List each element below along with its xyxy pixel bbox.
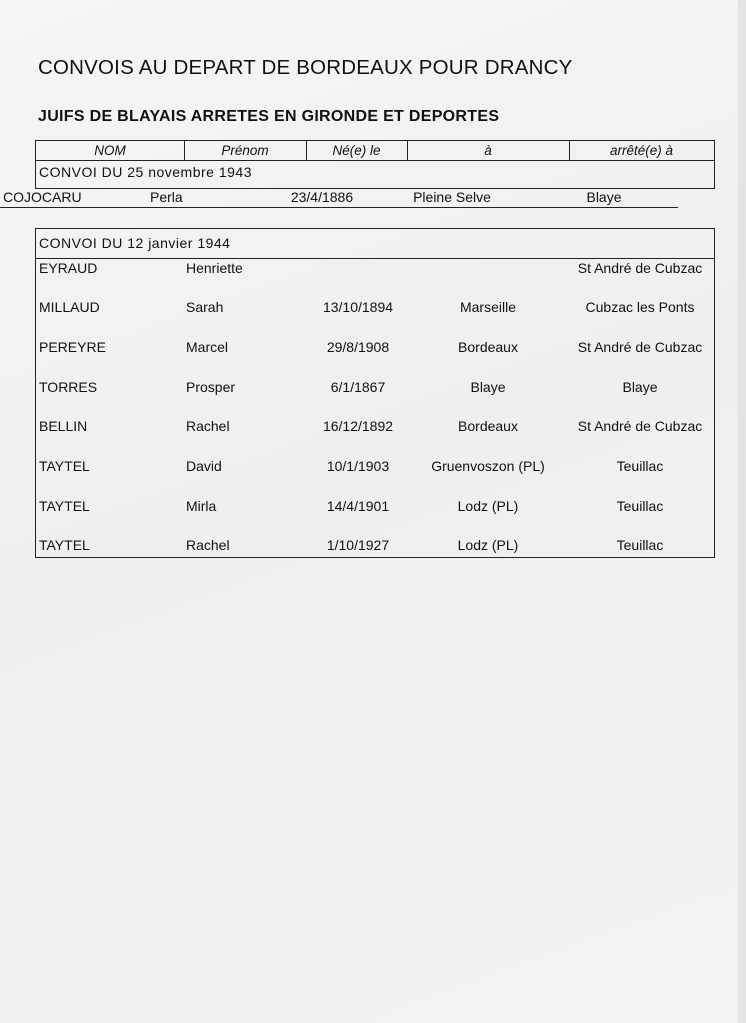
cell-prenom: Rachel xyxy=(186,537,230,553)
cell-a: Bordeaux xyxy=(458,339,518,355)
table-row xyxy=(36,496,714,516)
cell-ne-le: 23/4/1886 xyxy=(290,189,354,205)
cell-prenom: Sarah xyxy=(186,299,224,315)
table-row xyxy=(36,258,714,278)
cell-ne-le: 1/10/1927 xyxy=(326,537,390,553)
cell-prenom: Marcel xyxy=(186,339,229,355)
cell-ne-le: 14/4/1901 xyxy=(326,498,390,514)
page-edge xyxy=(738,0,746,1023)
cell-arrete-a: Blaye xyxy=(586,189,622,205)
cell-a: Gruenvoszon (PL) xyxy=(431,458,545,474)
document-subtitle: JUIFS DE BLAYAIS ARRETES EN GIRONDE ET DEPORTES xyxy=(38,108,500,125)
table-row xyxy=(36,416,714,436)
document-title: CONVOIS AU DEPART DE BORDEAUX POUR DRANCY xyxy=(38,56,573,79)
cell-nom: TORRES xyxy=(39,379,98,395)
cell-nom: EYRAUD xyxy=(39,260,98,276)
cell-ne-le: 13/10/1894 xyxy=(322,299,394,315)
convoy-1-label: CONVOI DU 25 novembre 1943 xyxy=(39,164,252,180)
cell-prenom: Rachel xyxy=(186,418,230,434)
cell-arrete-a: St André de Cubzac xyxy=(577,418,703,434)
cell-ne-le: 29/8/1908 xyxy=(326,339,390,355)
cell-a: Lodz (PL) xyxy=(457,498,519,514)
cell-nom: PEREYRE xyxy=(39,339,106,355)
cell-a: Pleine Selve xyxy=(413,189,491,205)
column-header-row xyxy=(35,140,715,161)
table-row xyxy=(36,456,714,476)
cell-nom: TAYTEL xyxy=(39,537,90,553)
cell-nom: TAYTEL xyxy=(39,458,90,474)
cell-arrete-a: St André de Cubzac xyxy=(577,260,703,276)
cell-arrete-a: St André de Cubzac xyxy=(577,339,703,355)
table-row xyxy=(0,187,678,208)
convoy-2-label-bar xyxy=(36,229,714,259)
convoy-1-block xyxy=(35,160,715,189)
cell-nom: MILLAUD xyxy=(39,299,100,315)
cell-arrete-a: Blaye xyxy=(622,379,658,395)
cell-prenom: David xyxy=(186,458,222,474)
header-arrete-a: arrêté(e) à xyxy=(609,143,674,158)
cell-a: Blaye xyxy=(470,379,506,395)
cell-ne-le: 16/12/1892 xyxy=(322,418,394,434)
cell-a: Marseille xyxy=(459,299,516,315)
header-prenom: Prénom xyxy=(184,141,307,160)
table-row xyxy=(36,337,714,357)
table-row xyxy=(36,535,714,555)
table-row xyxy=(36,297,714,317)
convoy-2-block xyxy=(35,228,715,558)
cell-prenom: Henriette xyxy=(186,260,243,276)
cell-nom: BELLIN xyxy=(39,418,88,434)
cell-arrete-a: Teuillac xyxy=(616,537,664,553)
cell-prenom: Perla xyxy=(150,189,183,205)
cell-prenom: Prosper xyxy=(186,379,236,395)
header-nom: NOM xyxy=(36,141,185,160)
header-ne-le: Né(e) le xyxy=(306,141,408,160)
cell-arrete-a: Cubzac les Ponts xyxy=(585,299,695,315)
cell-a: Lodz (PL) xyxy=(457,537,519,553)
cell-nom: COJOCARU xyxy=(3,189,82,205)
cell-a: Bordeaux xyxy=(458,418,518,434)
convoy-2-label: CONVOI DU 12 janvier 1944 xyxy=(39,235,231,251)
cell-ne-le: 10/1/1903 xyxy=(326,458,390,474)
cell-prenom: Mirla xyxy=(186,498,217,514)
table-row xyxy=(36,377,714,397)
cell-ne-le: 6/1/1867 xyxy=(330,379,386,395)
header-a: à xyxy=(407,141,570,160)
cell-arrete-a: Teuillac xyxy=(616,498,664,514)
cell-arrete-a: Teuillac xyxy=(616,458,664,474)
cell-nom: TAYTEL xyxy=(39,498,90,514)
